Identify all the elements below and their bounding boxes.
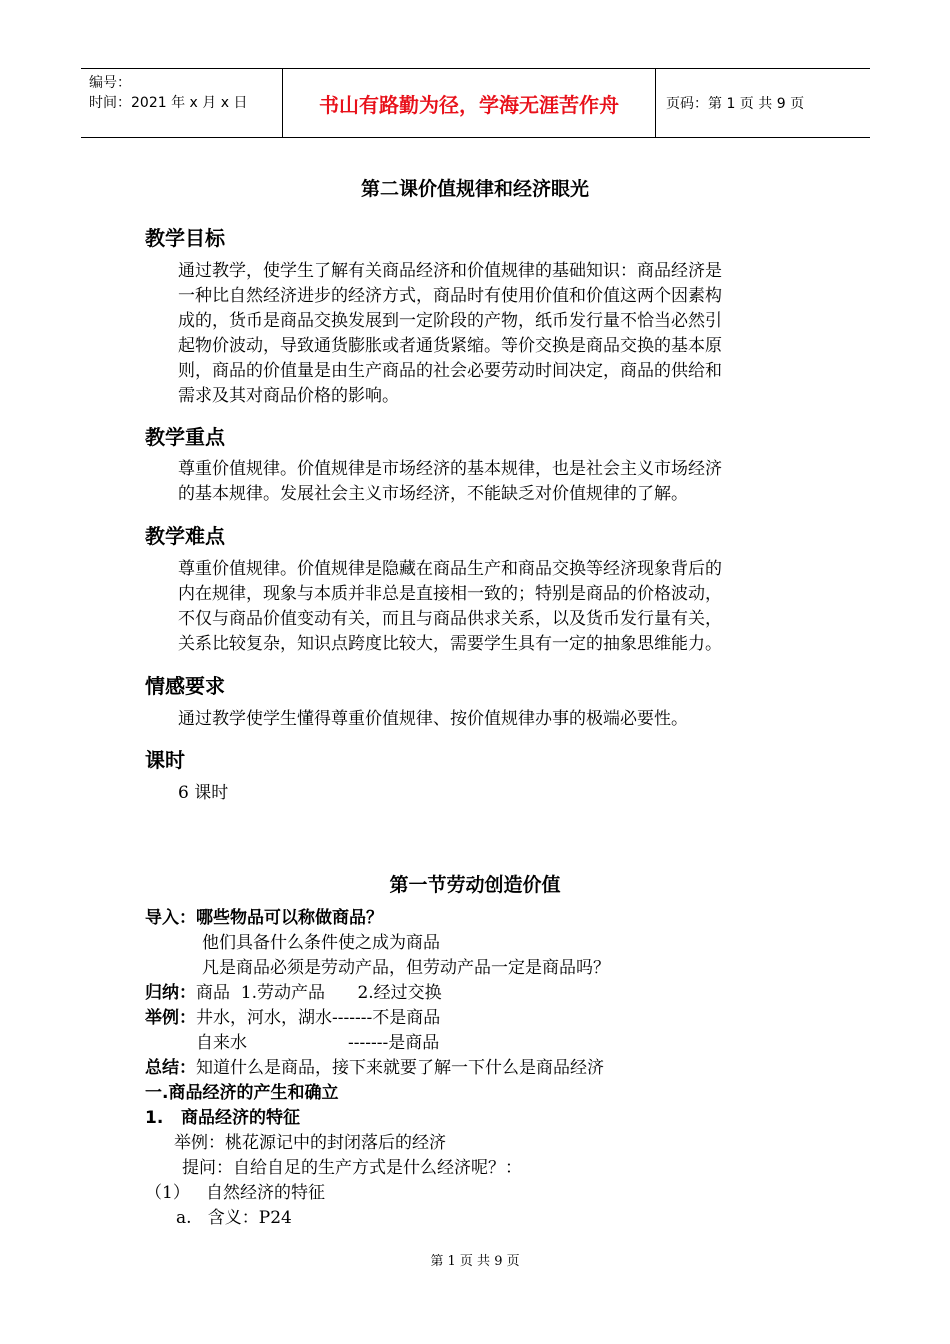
summary-text: 商品 1.劳动产品 2.经过交换 <box>196 983 442 1003</box>
section-body-hours <box>178 781 818 806</box>
text-line: 成的，货币是商品交换发展到一定阶段的产物，纸币发行量不恰当必然引 <box>178 311 722 331</box>
summary-line <box>145 981 442 1006</box>
text-line: 需求及其对商品价格的影响。 <box>178 386 399 406</box>
header-motto: 书山有路勤为径，学海无涯苦作舟 <box>282 69 656 137</box>
text-line: 尊重价值规律。价值规律是隐藏在商品生产和商品交换等经济现象背后的 <box>178 559 722 579</box>
page-footer: 第 1 页 共 9 页 <box>430 1254 520 1269</box>
intro-line-2: 他们具备什么条件使之成为商品 <box>202 933 440 953</box>
section-heading-difficulty: 教学难点 <box>145 524 225 548</box>
example-label: 举例： <box>145 1008 196 1028</box>
section-body-focus <box>178 457 818 507</box>
intro-line-3: 凡是商品必须是劳动产品，但劳动产品一定是商品吗？ <box>202 958 610 978</box>
text-line: 起物价波动，导致通货膨胀或者通货紧缩。等价交换是商品交换的基本原 <box>178 336 722 356</box>
section-heading-attitude: 情感要求 <box>145 674 225 698</box>
section-heading-focus: 教学重点 <box>145 425 225 449</box>
section-body-difficulty <box>178 557 818 657</box>
text-line: 6 课时 <box>178 783 229 803</box>
text-line: 内在规律，现象与本质并非总是直接相一致的；特别是商品的价格波动， <box>178 584 722 604</box>
section-heading-goals: 教学目标 <box>145 226 225 250</box>
text-line: 关系比较复杂，知识点跨度比较大，需要学生具有一定的抽象思维能力。 <box>178 634 722 654</box>
conclusion-text: 知道什么是商品，接下来就要了解一下什么是商品经济 <box>196 1058 604 1078</box>
example-line-2b: -------是商品 <box>348 1033 440 1053</box>
text-line: 的基本规律。发展社会主义市场经济，不能缺乏对价值规律的了解。 <box>178 484 688 504</box>
section-title-labor: 第一节劳动创造价值 <box>389 874 561 896</box>
header-meta <box>81 69 282 137</box>
text-line: 尊重价值规律。价值规律是市场经济的基本规律，也是社会主义市场经济 <box>178 459 722 479</box>
part-heading: 一.商品经济的产生和确立 <box>145 1083 339 1103</box>
section-body-attitude <box>178 707 818 732</box>
example-text: 井水，河水，湖水-------不是商品 <box>196 1008 441 1028</box>
item-heading: 1. 商品经济的特征 <box>145 1108 301 1128</box>
sub-heading-1: （1） 自然经济的特征 <box>145 1183 326 1203</box>
intro-label: 导入： <box>145 908 196 928</box>
text-line: 不仅与商品价值变动有关，而且与商品供求关系，以及货币发行量有关， <box>178 609 722 629</box>
example-line-2a: 自来水 <box>196 1033 247 1053</box>
intro-question: 哪些物品可以称做商品？ <box>196 908 383 928</box>
section-heading-hours: 课时 <box>145 748 185 772</box>
question-line: 提问：自给自足的生产方式是什么经济呢？： <box>182 1158 522 1178</box>
text-line: 则，商品的价值量是由生产商品的社会必要劳动时间决定，商品的供给和 <box>178 361 722 381</box>
summary-label: 归纳： <box>145 983 196 1003</box>
text-line: 一种比自然经济进步的经济方式，商品时有使用价值和价值这两个因素构 <box>178 286 722 306</box>
date-label: 时间：2021 年 x 月 x 日 <box>89 95 248 111</box>
conclusion-line <box>145 1056 604 1081</box>
intro-line <box>145 906 383 931</box>
header-page-number: 页码：第 1 页 共 9 页 <box>666 96 805 112</box>
example-2: 举例：桃花源记中的封闭落后的经济 <box>174 1133 446 1153</box>
sub-item-a: a. 含义：P24 <box>176 1208 292 1228</box>
example-line <box>145 1006 440 1031</box>
text-line: 通过教学使学生懂得尊重价值规律、按价值规律办事的极端必要性。 <box>178 709 688 729</box>
document-title: 第二课价值规律和经济眼光 <box>360 178 589 200</box>
conclusion-label: 总结： <box>145 1058 196 1078</box>
text-line: 通过教学，使学生了解有关商品经济和价值规律的基础知识：商品经济是 <box>178 261 722 281</box>
page-header <box>81 68 870 138</box>
number-label: 编号： <box>89 75 131 91</box>
section-body-goals <box>178 259 818 409</box>
